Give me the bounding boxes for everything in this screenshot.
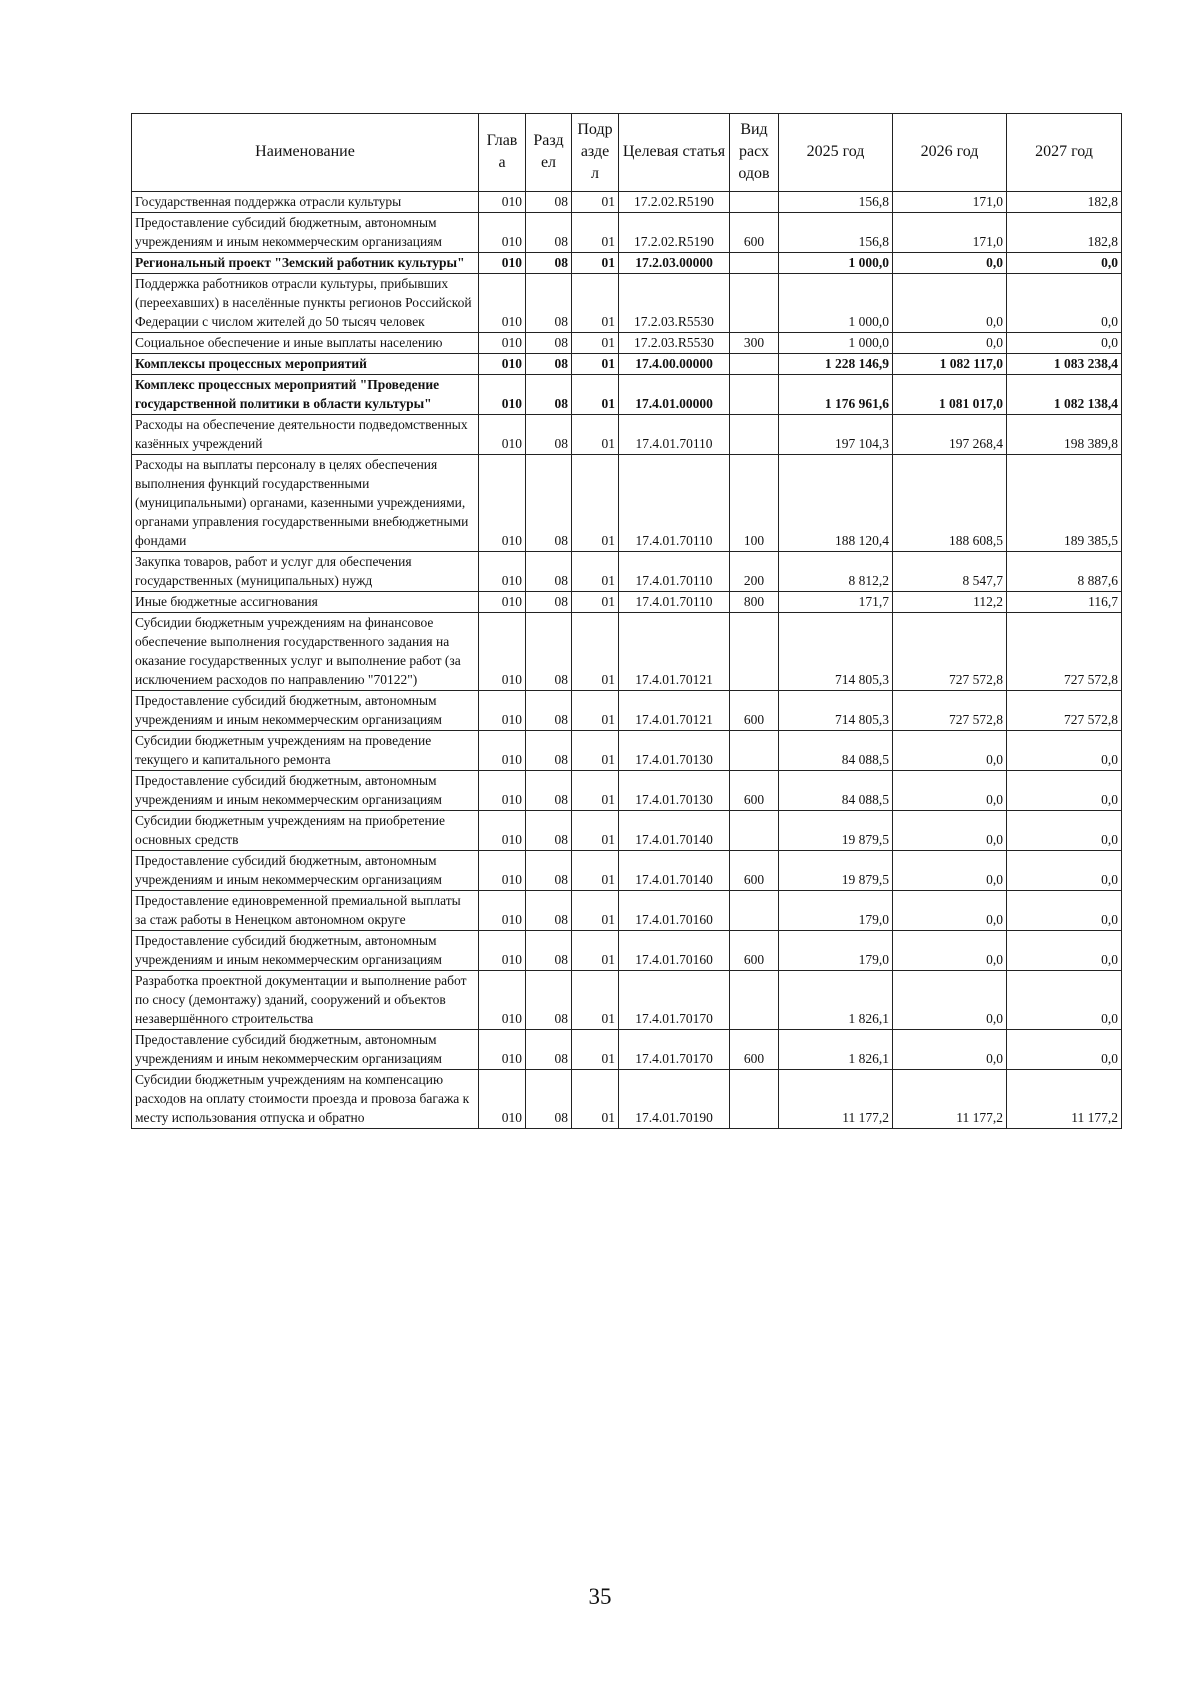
table-row bbox=[132, 415, 1122, 455]
table-row bbox=[132, 613, 1122, 691]
row-section: 08 bbox=[526, 1070, 572, 1129]
row-section: 08 bbox=[526, 354, 572, 375]
row-chapter: 010 bbox=[479, 931, 526, 971]
row-kind bbox=[730, 1070, 779, 1129]
row-name: Региональный проект "Земский работник культуры" bbox=[132, 253, 479, 274]
table-row bbox=[132, 731, 1122, 771]
row-2025: 1 826,1 bbox=[779, 1030, 893, 1070]
row-target: 17.2.03.00000 bbox=[619, 253, 730, 274]
row-kind bbox=[730, 192, 779, 213]
row-target: 17.4.01.70110 bbox=[619, 455, 730, 552]
row-target: 17.2.02.R5190 bbox=[619, 192, 730, 213]
row-2026: 0,0 bbox=[893, 971, 1007, 1030]
row-chapter: 010 bbox=[479, 274, 526, 333]
row-kind: 600 bbox=[730, 691, 779, 731]
row-subsection: 01 bbox=[572, 333, 619, 354]
row-2027: 0,0 bbox=[1007, 931, 1122, 971]
row-2026: 727 572,8 bbox=[893, 691, 1007, 731]
row-name: Комплексы процессных мероприятий bbox=[132, 354, 479, 375]
row-target: 17.4.01.70130 bbox=[619, 731, 730, 771]
row-section: 08 bbox=[526, 455, 572, 552]
row-2026: 0,0 bbox=[893, 811, 1007, 851]
row-target: 17.4.01.70121 bbox=[619, 613, 730, 691]
row-chapter: 010 bbox=[479, 811, 526, 851]
row-target: 17.2.02.R5190 bbox=[619, 213, 730, 253]
header-name: Наименование bbox=[132, 114, 479, 192]
table-row bbox=[132, 771, 1122, 811]
row-subsection: 01 bbox=[572, 592, 619, 613]
row-subsection: 01 bbox=[572, 1030, 619, 1070]
row-chapter: 010 bbox=[479, 691, 526, 731]
table-row bbox=[132, 455, 1122, 552]
row-2025: 171,7 bbox=[779, 592, 893, 613]
row-2027: 11 177,2 bbox=[1007, 1070, 1122, 1129]
row-subsection: 01 bbox=[572, 811, 619, 851]
row-2026: 0,0 bbox=[893, 333, 1007, 354]
row-section: 08 bbox=[526, 192, 572, 213]
row-chapter: 010 bbox=[479, 613, 526, 691]
table-row bbox=[132, 971, 1122, 1030]
row-subsection: 01 bbox=[572, 891, 619, 931]
row-target: 17.4.01.70160 bbox=[619, 931, 730, 971]
row-chapter: 010 bbox=[479, 552, 526, 592]
row-2026: 188 608,5 bbox=[893, 455, 1007, 552]
row-subsection: 01 bbox=[572, 691, 619, 731]
row-subsection: 01 bbox=[572, 253, 619, 274]
row-kind: 200 bbox=[730, 552, 779, 592]
row-chapter: 010 bbox=[479, 253, 526, 274]
row-chapter: 010 bbox=[479, 851, 526, 891]
row-subsection: 01 bbox=[572, 971, 619, 1030]
row-target: 17.4.01.70121 bbox=[619, 691, 730, 731]
row-subsection: 01 bbox=[572, 192, 619, 213]
row-2025: 84 088,5 bbox=[779, 771, 893, 811]
header-target: Целевая статья bbox=[619, 114, 730, 192]
row-target: 17.4.01.70110 bbox=[619, 415, 730, 455]
row-chapter: 010 bbox=[479, 192, 526, 213]
table-row bbox=[132, 931, 1122, 971]
row-subsection: 01 bbox=[572, 771, 619, 811]
row-subsection: 01 bbox=[572, 1070, 619, 1129]
row-2025: 19 879,5 bbox=[779, 811, 893, 851]
row-section: 08 bbox=[526, 771, 572, 811]
row-2026: 171,0 bbox=[893, 192, 1007, 213]
row-name: Субсидии бюджетным учреждениям на финансовое обеспечение выполнения государственного задания на оказание государственных услуг и выполнение работ (за исключением расходов по направлению "70122") bbox=[132, 613, 479, 691]
row-2027: 0,0 bbox=[1007, 771, 1122, 811]
table-row bbox=[132, 354, 1122, 375]
row-2026: 0,0 bbox=[893, 771, 1007, 811]
row-subsection: 01 bbox=[572, 851, 619, 891]
table-body bbox=[132, 192, 1122, 1129]
row-section: 08 bbox=[526, 552, 572, 592]
row-2025: 1 000,0 bbox=[779, 274, 893, 333]
row-2026: 0,0 bbox=[893, 731, 1007, 771]
row-target: 17.4.01.70170 bbox=[619, 1030, 730, 1070]
row-section: 08 bbox=[526, 891, 572, 931]
table-row bbox=[132, 333, 1122, 354]
row-2027: 182,8 bbox=[1007, 192, 1122, 213]
row-chapter: 010 bbox=[479, 354, 526, 375]
row-2027: 8 887,6 bbox=[1007, 552, 1122, 592]
row-2027: 116,7 bbox=[1007, 592, 1122, 613]
row-2025: 84 088,5 bbox=[779, 731, 893, 771]
row-2027: 182,8 bbox=[1007, 213, 1122, 253]
row-target: 17.4.01.70170 bbox=[619, 971, 730, 1030]
row-2026: 197 268,4 bbox=[893, 415, 1007, 455]
table-row bbox=[132, 1030, 1122, 1070]
row-kind bbox=[730, 891, 779, 931]
row-2027: 0,0 bbox=[1007, 851, 1122, 891]
row-name: Предоставление субсидий бюджетным, автономным учреждениям и иным некоммерческим организациям bbox=[132, 771, 479, 811]
row-subsection: 01 bbox=[572, 731, 619, 771]
row-section: 08 bbox=[526, 333, 572, 354]
header-kind: Вид расх одов bbox=[730, 114, 779, 192]
table-row bbox=[132, 375, 1122, 415]
row-2027: 0,0 bbox=[1007, 253, 1122, 274]
row-kind: 600 bbox=[730, 931, 779, 971]
row-2025: 156,8 bbox=[779, 213, 893, 253]
table-header-row bbox=[132, 114, 1122, 192]
row-chapter: 010 bbox=[479, 891, 526, 931]
row-2025: 179,0 bbox=[779, 931, 893, 971]
row-2026: 1 082 117,0 bbox=[893, 354, 1007, 375]
row-target: 17.4.01.70110 bbox=[619, 592, 730, 613]
row-chapter: 010 bbox=[479, 213, 526, 253]
row-target: 17.4.01.70110 bbox=[619, 552, 730, 592]
row-section: 08 bbox=[526, 931, 572, 971]
row-2026: 727 572,8 bbox=[893, 613, 1007, 691]
row-2026: 0,0 bbox=[893, 1030, 1007, 1070]
table-row bbox=[132, 691, 1122, 731]
row-name: Комплекс процессных мероприятий "Проведение государственной политики в области культуры" bbox=[132, 375, 479, 415]
table-row bbox=[132, 891, 1122, 931]
row-section: 08 bbox=[526, 811, 572, 851]
row-2026: 171,0 bbox=[893, 213, 1007, 253]
row-name: Субсидии бюджетным учреждениям на компенсацию расходов на оплату стоимости проезда и провоза багажа к месту использования отпуска и обратно bbox=[132, 1070, 479, 1129]
row-kind: 600 bbox=[730, 851, 779, 891]
row-2025: 714 805,3 bbox=[779, 691, 893, 731]
row-2027: 189 385,5 bbox=[1007, 455, 1122, 552]
row-kind bbox=[730, 274, 779, 333]
row-kind: 100 bbox=[730, 455, 779, 552]
row-subsection: 01 bbox=[572, 375, 619, 415]
row-2025: 1 000,0 bbox=[779, 253, 893, 274]
row-name: Предоставление субсидий бюджетным, автономным учреждениям и иным некоммерческим организациям bbox=[132, 931, 479, 971]
row-2027: 1 083 238,4 bbox=[1007, 354, 1122, 375]
row-kind: 800 bbox=[730, 592, 779, 613]
row-name: Предоставление единовременной премиальной выплаты за стаж работы в Ненецком автономном округе bbox=[132, 891, 479, 931]
row-subsection: 01 bbox=[572, 613, 619, 691]
row-subsection: 01 bbox=[572, 552, 619, 592]
row-target: 17.2.03.R5530 bbox=[619, 274, 730, 333]
row-target: 17.4.01.70140 bbox=[619, 811, 730, 851]
row-2025: 1 826,1 bbox=[779, 971, 893, 1030]
row-section: 08 bbox=[526, 1030, 572, 1070]
row-2026: 0,0 bbox=[893, 891, 1007, 931]
row-target: 17.2.03.R5530 bbox=[619, 333, 730, 354]
row-kind bbox=[730, 415, 779, 455]
row-2025: 197 104,3 bbox=[779, 415, 893, 455]
table-row bbox=[132, 192, 1122, 213]
row-kind: 300 bbox=[730, 333, 779, 354]
row-section: 08 bbox=[526, 213, 572, 253]
row-section: 08 bbox=[526, 415, 572, 455]
row-subsection: 01 bbox=[572, 354, 619, 375]
row-name: Разработка проектной документации и выполнение работ по сносу (демонтажу) зданий, сооружений и объектов незавершённого строительства bbox=[132, 971, 479, 1030]
row-chapter: 010 bbox=[479, 375, 526, 415]
page-number: 35 bbox=[588, 1584, 612, 1609]
row-target: 17.4.01.70160 bbox=[619, 891, 730, 931]
row-name: Поддержка работников отрасли культуры, прибывших (переехавших) в населённые пункты регионов Российской Федерации с числом жителей до 50 тысяч человек bbox=[132, 274, 479, 333]
row-2027: 0,0 bbox=[1007, 1030, 1122, 1070]
row-chapter: 010 bbox=[479, 415, 526, 455]
row-chapter: 010 bbox=[479, 731, 526, 771]
row-chapter: 010 bbox=[479, 592, 526, 613]
row-kind bbox=[730, 731, 779, 771]
row-kind: 600 bbox=[730, 771, 779, 811]
table-row bbox=[132, 213, 1122, 253]
row-name: Предоставление субсидий бюджетным, автономным учреждениям и иным некоммерческим организациям bbox=[132, 851, 479, 891]
table-row bbox=[132, 592, 1122, 613]
row-2025: 179,0 bbox=[779, 891, 893, 931]
row-section: 08 bbox=[526, 971, 572, 1030]
row-subsection: 01 bbox=[572, 213, 619, 253]
row-target: 17.4.01.70190 bbox=[619, 1070, 730, 1129]
row-subsection: 01 bbox=[572, 931, 619, 971]
row-section: 08 bbox=[526, 851, 572, 891]
header-2025: 2025 год bbox=[779, 114, 893, 192]
row-section: 08 bbox=[526, 691, 572, 731]
row-name: Иные бюджетные ассигнования bbox=[132, 592, 479, 613]
row-2025: 714 805,3 bbox=[779, 613, 893, 691]
row-chapter: 010 bbox=[479, 455, 526, 552]
row-2027: 198 389,8 bbox=[1007, 415, 1122, 455]
row-name: Предоставление субсидий бюджетным, автономным учреждениям и иным некоммерческим организациям bbox=[132, 213, 479, 253]
row-2027: 0,0 bbox=[1007, 811, 1122, 851]
row-2025: 8 812,2 bbox=[779, 552, 893, 592]
row-2027: 0,0 bbox=[1007, 971, 1122, 1030]
row-2026: 11 177,2 bbox=[893, 1070, 1007, 1129]
row-target: 17.4.01.70140 bbox=[619, 851, 730, 891]
row-target: 17.4.00.00000 bbox=[619, 354, 730, 375]
row-kind bbox=[730, 811, 779, 851]
row-subsection: 01 bbox=[572, 455, 619, 552]
row-section: 08 bbox=[526, 613, 572, 691]
row-name: Предоставление субсидий бюджетным, автономным учреждениям и иным некоммерческим организациям bbox=[132, 691, 479, 731]
row-2027: 1 082 138,4 bbox=[1007, 375, 1122, 415]
row-2026: 0,0 bbox=[893, 931, 1007, 971]
row-2026: 1 081 017,0 bbox=[893, 375, 1007, 415]
row-kind bbox=[730, 613, 779, 691]
table-row bbox=[132, 274, 1122, 333]
table-row bbox=[132, 811, 1122, 851]
row-target: 17.4.01.00000 bbox=[619, 375, 730, 415]
row-chapter: 010 bbox=[479, 971, 526, 1030]
row-2026: 0,0 bbox=[893, 274, 1007, 333]
table-row bbox=[132, 253, 1122, 274]
table-row bbox=[132, 552, 1122, 592]
row-2027: 0,0 bbox=[1007, 891, 1122, 931]
row-name: Расходы на выплаты персоналу в целях обеспечения выполнения функций государственными (муниципальными) органами, казенными учреждениями, органами управления государственными внебюджетными фондами bbox=[132, 455, 479, 552]
row-kind: 600 bbox=[730, 213, 779, 253]
row-2025: 1 228 146,9 bbox=[779, 354, 893, 375]
table-row bbox=[132, 1070, 1122, 1129]
header-2026: 2026 год bbox=[893, 114, 1007, 192]
row-2026: 112,2 bbox=[893, 592, 1007, 613]
row-2027: 727 572,8 bbox=[1007, 691, 1122, 731]
row-name: Социальное обеспечение и иные выплаты населению bbox=[132, 333, 479, 354]
row-2026: 0,0 bbox=[893, 851, 1007, 891]
budget-table bbox=[131, 113, 1122, 1129]
row-target: 17.4.01.70130 bbox=[619, 771, 730, 811]
row-name: Субсидии бюджетным учреждениям на приобретение основных средств bbox=[132, 811, 479, 851]
row-section: 08 bbox=[526, 731, 572, 771]
row-2027: 0,0 bbox=[1007, 274, 1122, 333]
row-kind bbox=[730, 354, 779, 375]
header-chapter: Глав а bbox=[479, 114, 526, 192]
row-name: Предоставление субсидий бюджетным, автономным учреждениям и иным некоммерческим организациям bbox=[132, 1030, 479, 1070]
row-2025: 1 000,0 bbox=[779, 333, 893, 354]
row-2027: 727 572,8 bbox=[1007, 613, 1122, 691]
row-name: Субсидии бюджетным учреждениям на проведение текущего и капитального ремонта bbox=[132, 731, 479, 771]
row-chapter: 010 bbox=[479, 1070, 526, 1129]
row-name: Расходы на обеспечение деятельности подведомственных казённых учреждений bbox=[132, 415, 479, 455]
row-2026: 0,0 bbox=[893, 253, 1007, 274]
row-kind: 600 bbox=[730, 1030, 779, 1070]
row-kind bbox=[730, 375, 779, 415]
row-subsection: 01 bbox=[572, 274, 619, 333]
row-2025: 19 879,5 bbox=[779, 851, 893, 891]
row-2027: 0,0 bbox=[1007, 731, 1122, 771]
row-name: Закупка товаров, работ и услуг для обеспечения государственных (муниципальных) нужд bbox=[132, 552, 479, 592]
row-section: 08 bbox=[526, 592, 572, 613]
table-row bbox=[132, 851, 1122, 891]
row-chapter: 010 bbox=[479, 333, 526, 354]
header-section: Разд ел bbox=[526, 114, 572, 192]
header-2027: 2027 год bbox=[1007, 114, 1122, 192]
row-2025: 156,8 bbox=[779, 192, 893, 213]
row-2027: 0,0 bbox=[1007, 333, 1122, 354]
row-2025: 11 177,2 bbox=[779, 1070, 893, 1129]
row-chapter: 010 bbox=[479, 1030, 526, 1070]
row-name: Государственная поддержка отрасли культуры bbox=[132, 192, 479, 213]
row-2026: 8 547,7 bbox=[893, 552, 1007, 592]
header-subsection: Подр азде л bbox=[572, 114, 619, 192]
row-chapter: 010 bbox=[479, 771, 526, 811]
row-section: 08 bbox=[526, 253, 572, 274]
row-subsection: 01 bbox=[572, 415, 619, 455]
row-section: 08 bbox=[526, 274, 572, 333]
row-section: 08 bbox=[526, 375, 572, 415]
row-2025: 188 120,4 bbox=[779, 455, 893, 552]
row-kind bbox=[730, 971, 779, 1030]
row-kind bbox=[730, 253, 779, 274]
row-2025: 1 176 961,6 bbox=[779, 375, 893, 415]
